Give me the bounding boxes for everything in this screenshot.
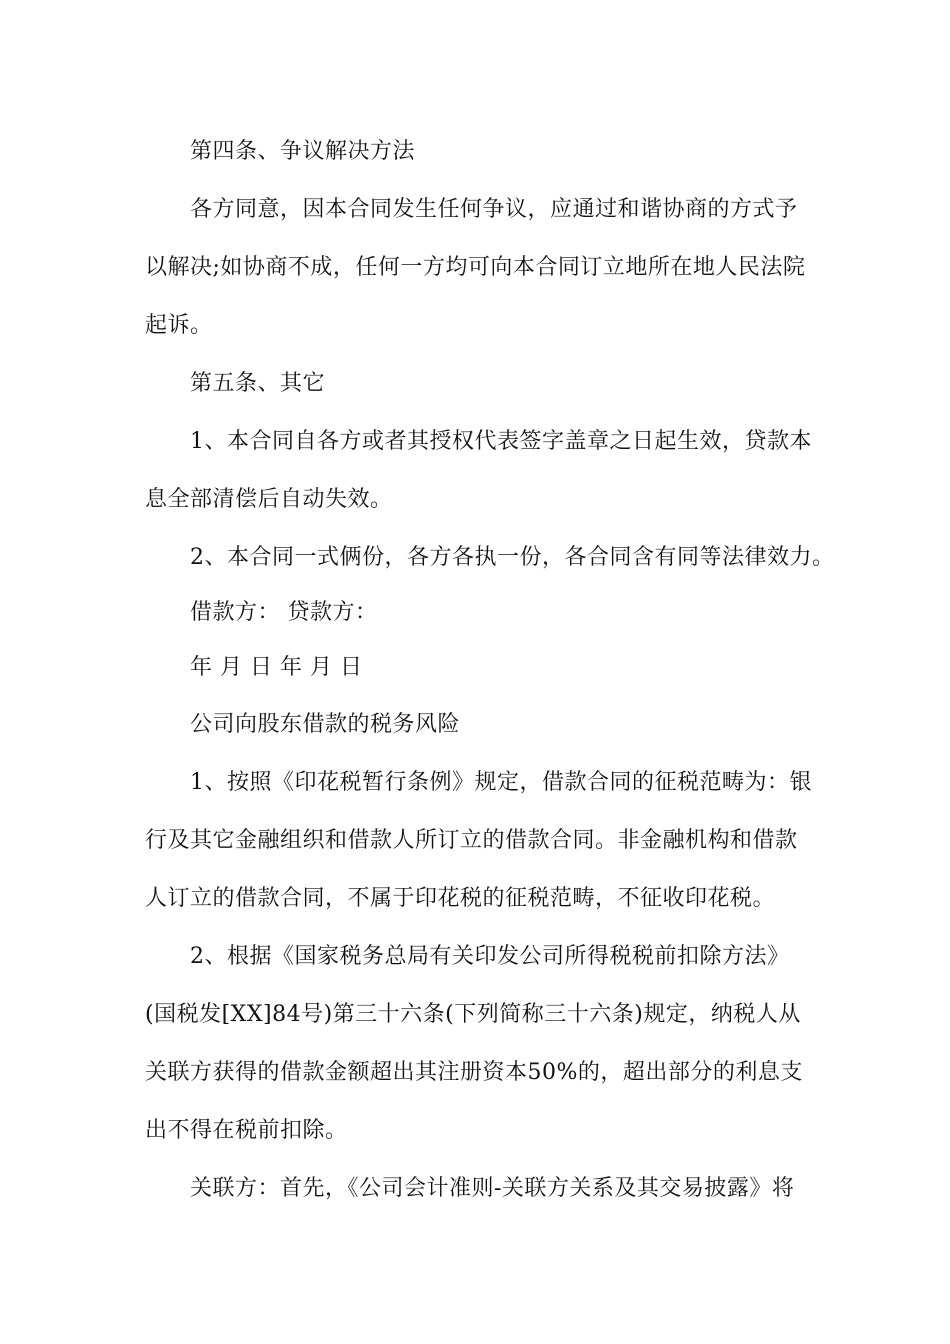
paragraph-line: 起诉。 [145, 313, 213, 338]
signature-date-line: 年 月 日 年 月 日 [190, 655, 363, 680]
paragraph-line: 2、本合同一式俩份，各方各执一份，各合同含有同等法律效力。 [190, 545, 835, 570]
tax-risk-heading: 公司向股东借款的税务风险 [190, 712, 461, 737]
paragraph-line: 关联方：首先，《公司会计准则-关联方关系及其交易披露》将 [190, 1176, 795, 1201]
paragraph-line: 1、本合同自各方或者其授权代表签字盖章之日起生效，贷款本 [190, 429, 812, 454]
paragraph-line: 出不得在税前扣除。 [145, 1118, 348, 1143]
paragraph-line: 2、根据《国家税务总局有关印发公司所得税税前扣除方法》 [190, 944, 790, 969]
paragraph-line: 各方同意，因本合同发生任何争议，应通过和谐协商的方式予 [190, 197, 798, 222]
paragraph-line: 息全部清偿后自动失效。 [145, 487, 393, 512]
paragraph-line: 1、按照《印花税暂行条例》规定，借款合同的征税范畴为：银 [190, 770, 812, 795]
paragraph-line: (国税发[XX]84号)第三十六条(下列简称三十六条)规定，纳税人从 [145, 1002, 801, 1027]
signature-parties-line: 借款方： 贷款方： [190, 600, 378, 625]
section-4-heading: 第四条、争议解决方法 [190, 139, 416, 164]
paragraph-line: 以解决;如协商不成，任何一方均可向本合同订立地所在地人民法院 [145, 255, 806, 280]
paragraph-line: 人订立的借款合同，不属于印花税的征税范畴，不征收印花税。 [145, 886, 776, 911]
section-5-heading: 第五条、其它 [190, 371, 326, 396]
paragraph-line: 行及其它金融组织和借款人所订立的借款合同。非金融机构和借款 [145, 828, 798, 853]
paragraph-line: 关联方获得的借款金额超出其注册资本50%的，超出部分的利息支 [145, 1060, 803, 1085]
